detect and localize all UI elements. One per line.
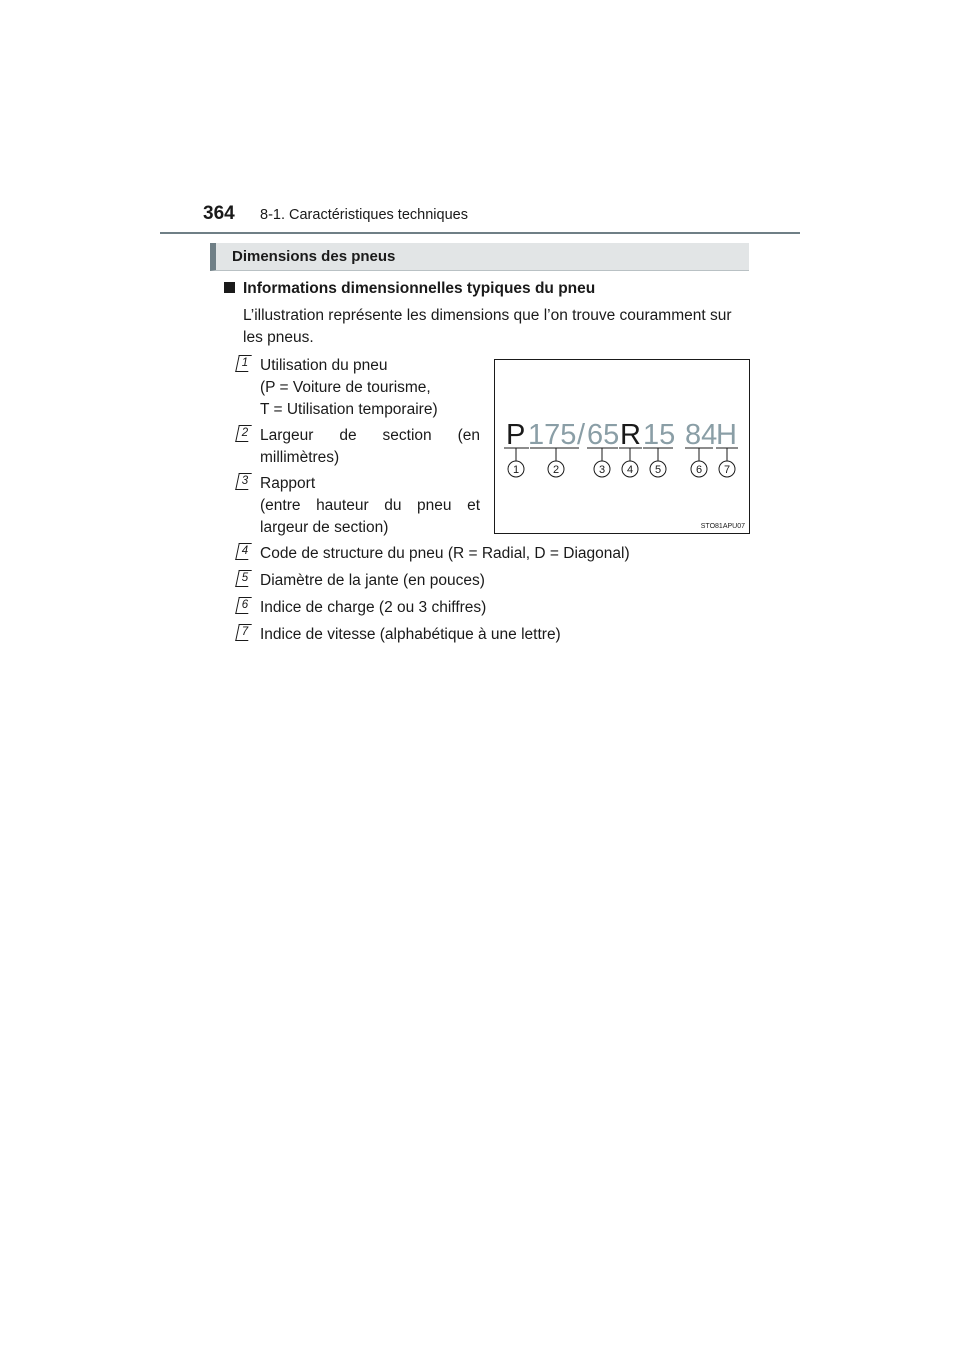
item-text-5: Diamètre de la jante (en pouces) xyxy=(260,572,485,589)
subsection-heading-text: Informations dimensionnelles typiques du pneu xyxy=(243,280,596,297)
item-number-7: 7 xyxy=(237,624,253,640)
segment-speed: H xyxy=(716,419,737,451)
segment-ratio: 65 xyxy=(587,419,620,451)
tire-size-diagram xyxy=(495,360,749,533)
item-text-6: Indice de charge (2 ou 3 chiffres) xyxy=(260,599,487,616)
square-bullet-icon xyxy=(224,282,235,293)
segment-load: 84 xyxy=(685,419,718,451)
item-text-4: Code de structure du pneu (R = Radial, D = Diagonal) xyxy=(260,545,630,562)
item-text-3-line: Rapport (entre hauteur du pneu et largeur de section) xyxy=(260,475,480,536)
tire-size-illustration xyxy=(494,359,750,534)
callout-label-6: 6 xyxy=(695,464,703,476)
segment-r: R xyxy=(620,419,641,451)
callout-label-2: 2 xyxy=(552,464,560,476)
callout-label-1: 1 xyxy=(512,464,520,476)
callout-label-4: 4 xyxy=(626,464,634,476)
section-header xyxy=(210,243,749,271)
item-text-7: Indice de vitesse (alphabétique à une lettre) xyxy=(260,626,561,643)
segment-p: P xyxy=(506,419,526,451)
intro-paragraph: L’illustration représente les dimensions que l’on trouve couramment sur les pneus. xyxy=(243,307,732,346)
item-number-3: 3 xyxy=(237,473,253,489)
callout-label-5: 5 xyxy=(654,464,662,476)
item-number-2: 2 xyxy=(237,425,253,441)
page-number: 364 xyxy=(203,203,235,224)
segment-width: 175 xyxy=(528,419,577,451)
item-number-1: 1 xyxy=(237,355,253,371)
header-rule xyxy=(160,232,800,234)
segment-rim: 15 xyxy=(643,419,676,451)
item-text-1: Utilisation du pneu (P = Voiture de tourisme, T = Utilisation temporaire) xyxy=(260,357,438,418)
item-text-3 xyxy=(260,473,480,539)
item-number-5: 5 xyxy=(237,570,253,586)
item-text-2: Largeur de section (en millimètres) xyxy=(260,427,480,466)
item-number-4: 4 xyxy=(237,543,253,559)
segment-slash: / xyxy=(577,419,586,451)
section-title: Dimensions des pneus xyxy=(232,248,396,265)
callout-label-7: 7 xyxy=(723,464,731,476)
subsection-heading xyxy=(224,280,595,298)
item-number-6: 6 xyxy=(237,597,253,613)
chapter-title: 8-1. Caractéristiques techniques xyxy=(260,207,468,223)
figure-code: STO81APU07 xyxy=(700,523,745,530)
callout-label-3: 3 xyxy=(598,464,606,476)
